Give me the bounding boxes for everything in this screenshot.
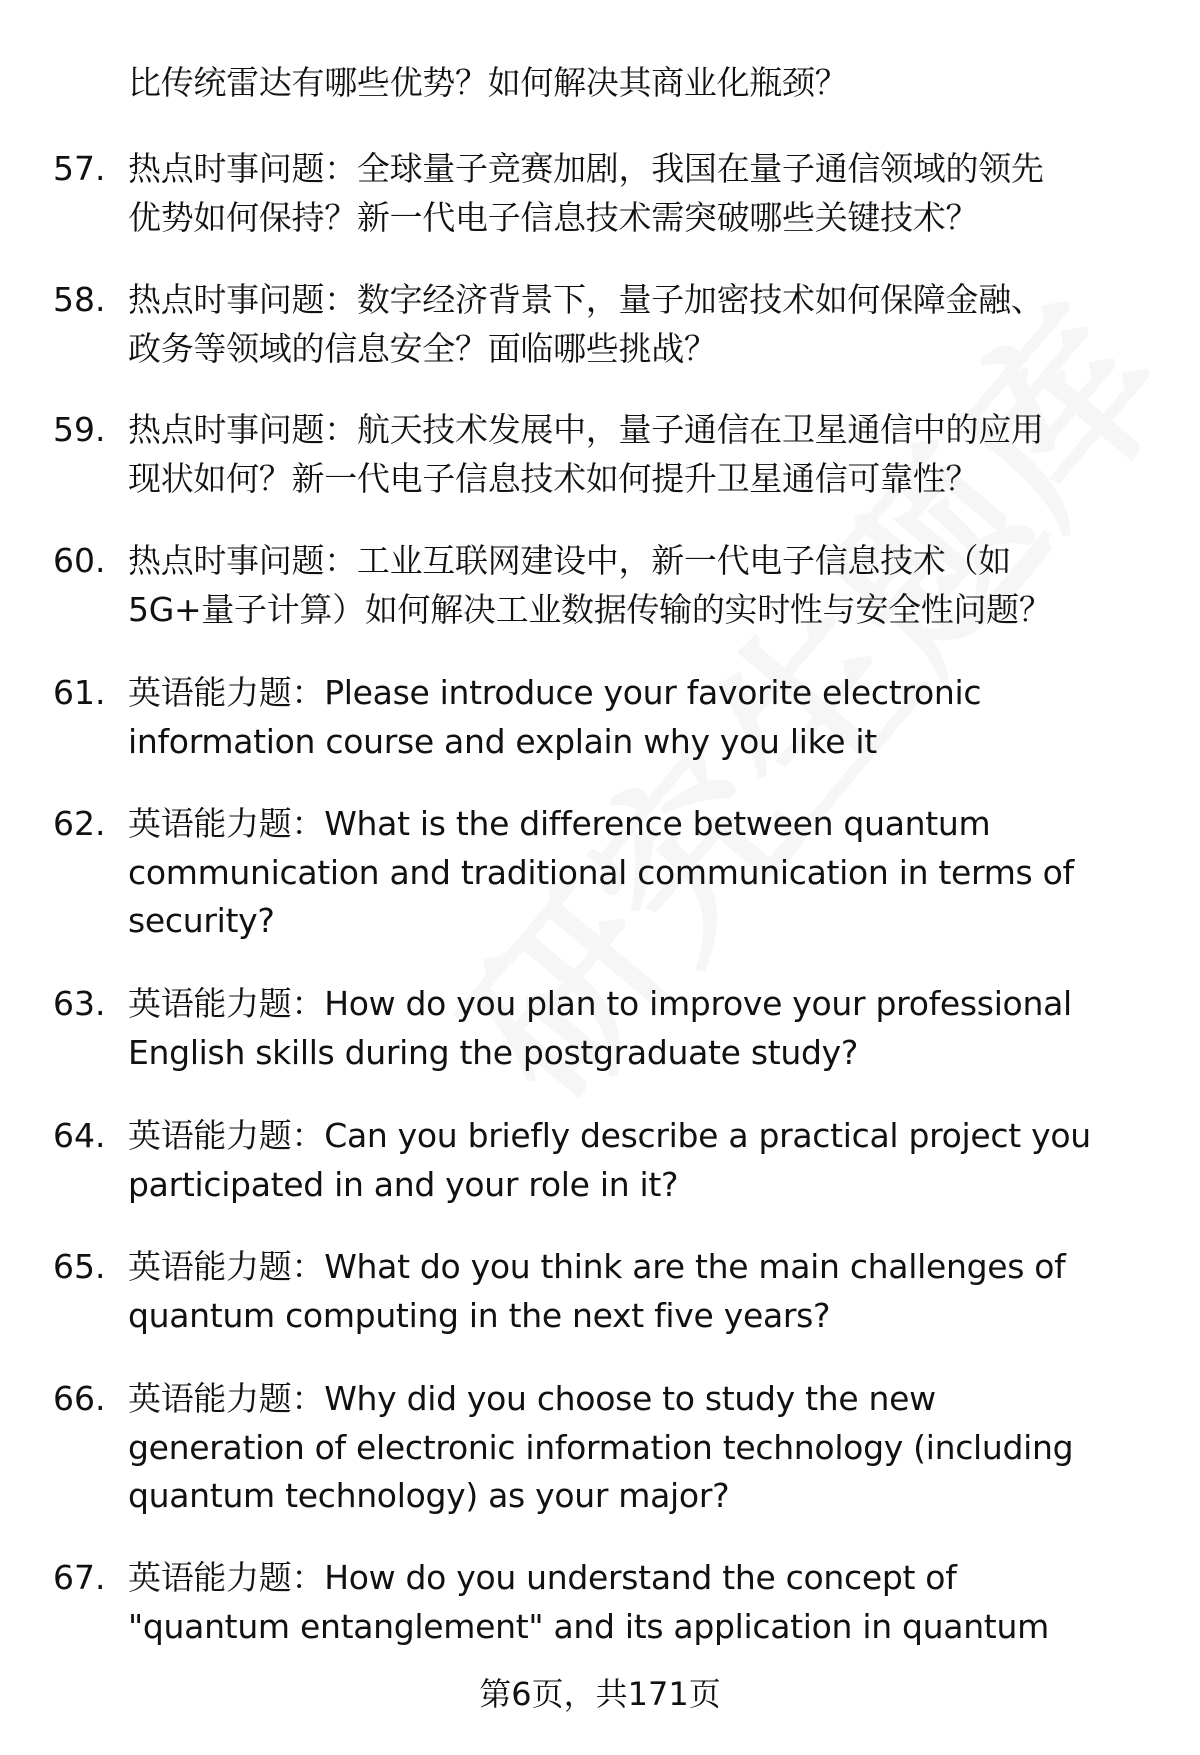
- question-number: 59.: [53, 410, 106, 449]
- question-text-line: 热点时事问题：工业互联网建设中，新一代电子信息技术（如: [128, 541, 1011, 580]
- question-number: 61.: [53, 673, 106, 712]
- question-text-line: 优势如何保持？新一代电子信息技术需突破哪些关键技术？: [128, 197, 979, 237]
- question-text-line: 英语能力题：What do you think are the main challenges of: [128, 1247, 1066, 1286]
- question-text-line: security?: [128, 901, 275, 940]
- question-number: 64.: [53, 1116, 106, 1155]
- question-text-line: 5G+量子计算）如何解决工业数据传输的实时性与安全性问题？: [128, 589, 1052, 629]
- question-text-line: 英语能力题：How do you understand the concept of: [128, 1558, 957, 1597]
- question-number: 57.: [53, 149, 106, 188]
- question-text-line: 英语能力题：What is the difference between quantum: [128, 804, 991, 843]
- question-number: 66.: [53, 1379, 106, 1418]
- question-number: 60.: [53, 541, 106, 580]
- question-text-line: 热点时事问题：全球量子竞赛加剧，我国在量子通信领域的领先: [128, 149, 1044, 188]
- question-text-line: quantum technology) as your major?: [128, 1476, 730, 1515]
- question-number: 67.: [53, 1558, 106, 1597]
- question-text-line: generation of electronic information technology (including: [128, 1427, 1074, 1467]
- question-text-line: information course and explain why you like it: [128, 721, 877, 761]
- question-text-line: quantum computing in the next five years?: [128, 1295, 831, 1335]
- question-text-line: 政务等领域的信息安全？面临哪些挑战？: [128, 328, 717, 368]
- question-number: 65.: [53, 1247, 106, 1286]
- question-text-line: 英语能力题：Please introduce your favorite electronic: [128, 673, 982, 712]
- question-text-line: communication and traditional communication in terms of: [128, 852, 1074, 892]
- question-text-line: 英语能力题：Can you briefly describe a practical project you: [128, 1116, 1091, 1155]
- question-number: 62.: [53, 804, 106, 843]
- question-text-line: "quantum entanglement" and its application in quantum: [128, 1606, 1049, 1646]
- question-text-line: 英语能力题：How do you plan to improve your professional: [128, 984, 1072, 1023]
- question-text-line: 比传统雷达有哪些优势？如何解决其商业化瓶颈？: [128, 63, 848, 102]
- question-text-line: 热点时事问题：数字经济背景下，量子加密技术如何保障金融、: [128, 280, 1044, 319]
- question-number: 63.: [53, 984, 106, 1023]
- question-text-line: English skills during the postgraduate study?: [128, 1032, 859, 1072]
- question-number: 58.: [53, 280, 106, 319]
- question-text-line: 现状如何？新一代电子信息技术如何提升卫星通信可靠性？: [128, 458, 979, 498]
- question-text-line: participated in and your role in it?: [128, 1164, 679, 1204]
- question-text-line: 热点时事问题：航天技术发展中，量子通信在卫星通信中的应用: [128, 410, 1044, 449]
- page-number: 第6页，共171页: [479, 1675, 721, 1713]
- question-text-line: 英语能力题：Why did you choose to study the new: [128, 1379, 936, 1418]
